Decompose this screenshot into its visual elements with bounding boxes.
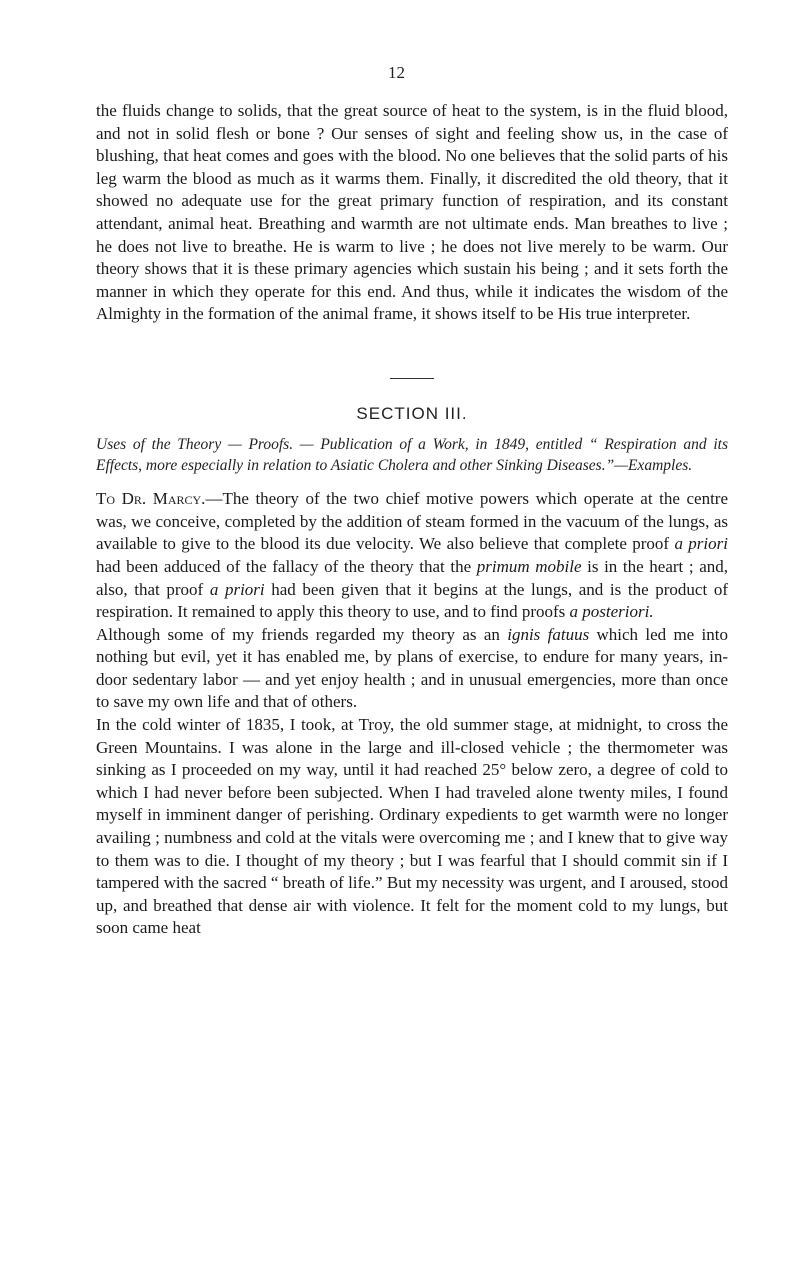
salutation: To Dr. Marcy. <box>96 489 206 509</box>
paragraph-winter-1835: In the cold winter of 1835, I took, at Troy, the old summer stage, at midnight, to cross the Green Mountains. I was alone in the large and ill-closed vehicle ; the thermometer was sinking as I proceeded on my way, until it had reached 25° below zero, a degree of cold to which I had never before been subjected. When I had traveled alone twenty miles, I found myself in imminent danger of perishing. Ordinary expedients to get warmth were no longer availing ; numbness and cold at the vitals were overcoming me ; and I knew that to give way to them was to die. I thought of my theory ; but I was fearful that I should commit sin if I tampered with the sacred “ breath of life.” But my necessity was urgent, and I aroused, stood up, and breathed that dense air with violence. It felt for the moment cold to my lungs, but soon came heat <box>96 715 728 938</box>
section-heading: SECTION III. <box>356 403 468 423</box>
latin-term: ignis fatuus <box>507 624 590 644</box>
paragraph-text: is in the heart ; and, also, that proof <box>96 556 728 599</box>
latin-term: a priori <box>209 579 265 599</box>
paragraph-marcy <box>96 488 728 624</box>
page-body <box>96 62 728 940</box>
latin-term: primum mobile <box>476 556 582 576</box>
page-number: 12 <box>388 63 405 82</box>
intro-paragraph: the fluids change to solids, that the great source of heat to the system, is in the fluid blood, and not in solid flesh or bone ? Our senses of sight and feeling show us, in the case of blushing, that heat comes and goes with the blood. No one believes that the solid parts of his leg warm the blood as much as it warms them. Finally, it discredited the old theory, that it showed no adequate use for the great primary function of respiration, and its constant attendant, animal heat. Breathing and warmth are not ultimate ends. Man breathes to live ; he does not live to breathe. He is warm to live ; he does not live merely to be warm. Our theory shows that it is these primary agencies which sustain his being ; and it sets forth the manner in which they operate for this end. And thus, while it indicates the wisdom of the Almighty in the formation of the animal frame, it shows itself to be His true interpreter. <box>96 101 728 324</box>
section-summary: Uses of the Theory — Proofs. — Publication of a Work, in 1849, entitled “ Respiration and its Effects, more especially in relation to Asiatic Cholera and other Sinking Diseases.”—Examples. <box>96 435 728 474</box>
paragraph-ignis-fatuus <box>96 624 728 714</box>
latin-term: a posteriori. <box>569 602 654 622</box>
latin-term: a priori <box>674 534 728 554</box>
paragraph-text: which led me into nothing but evil, yet it has enabled me, by plans of exercise, to endure for many years, in-door sedentary labor — and yet enjoy health ; and in unusual emergencies, more than once to save my own life and that of others. <box>96 624 728 712</box>
paragraph-text: had been adduced of the fallacy of the theory that the <box>96 556 477 576</box>
paragraph-text: Although some of my friends regarded my theory as an <box>96 624 508 644</box>
section-divider <box>390 378 434 379</box>
paragraph-text: had been given that it begins at the lungs, and is the product of respiration. It remained to apply this theory to use, and to find proofs <box>96 579 728 622</box>
paragraph-text: —The theory of the two chief motive powers which operate at the centre was, we conceive, completed by the addition of steam formed in the vacuum of the lungs, as available to give to the blood its due velocity. We also believe that complete proof <box>96 489 728 554</box>
